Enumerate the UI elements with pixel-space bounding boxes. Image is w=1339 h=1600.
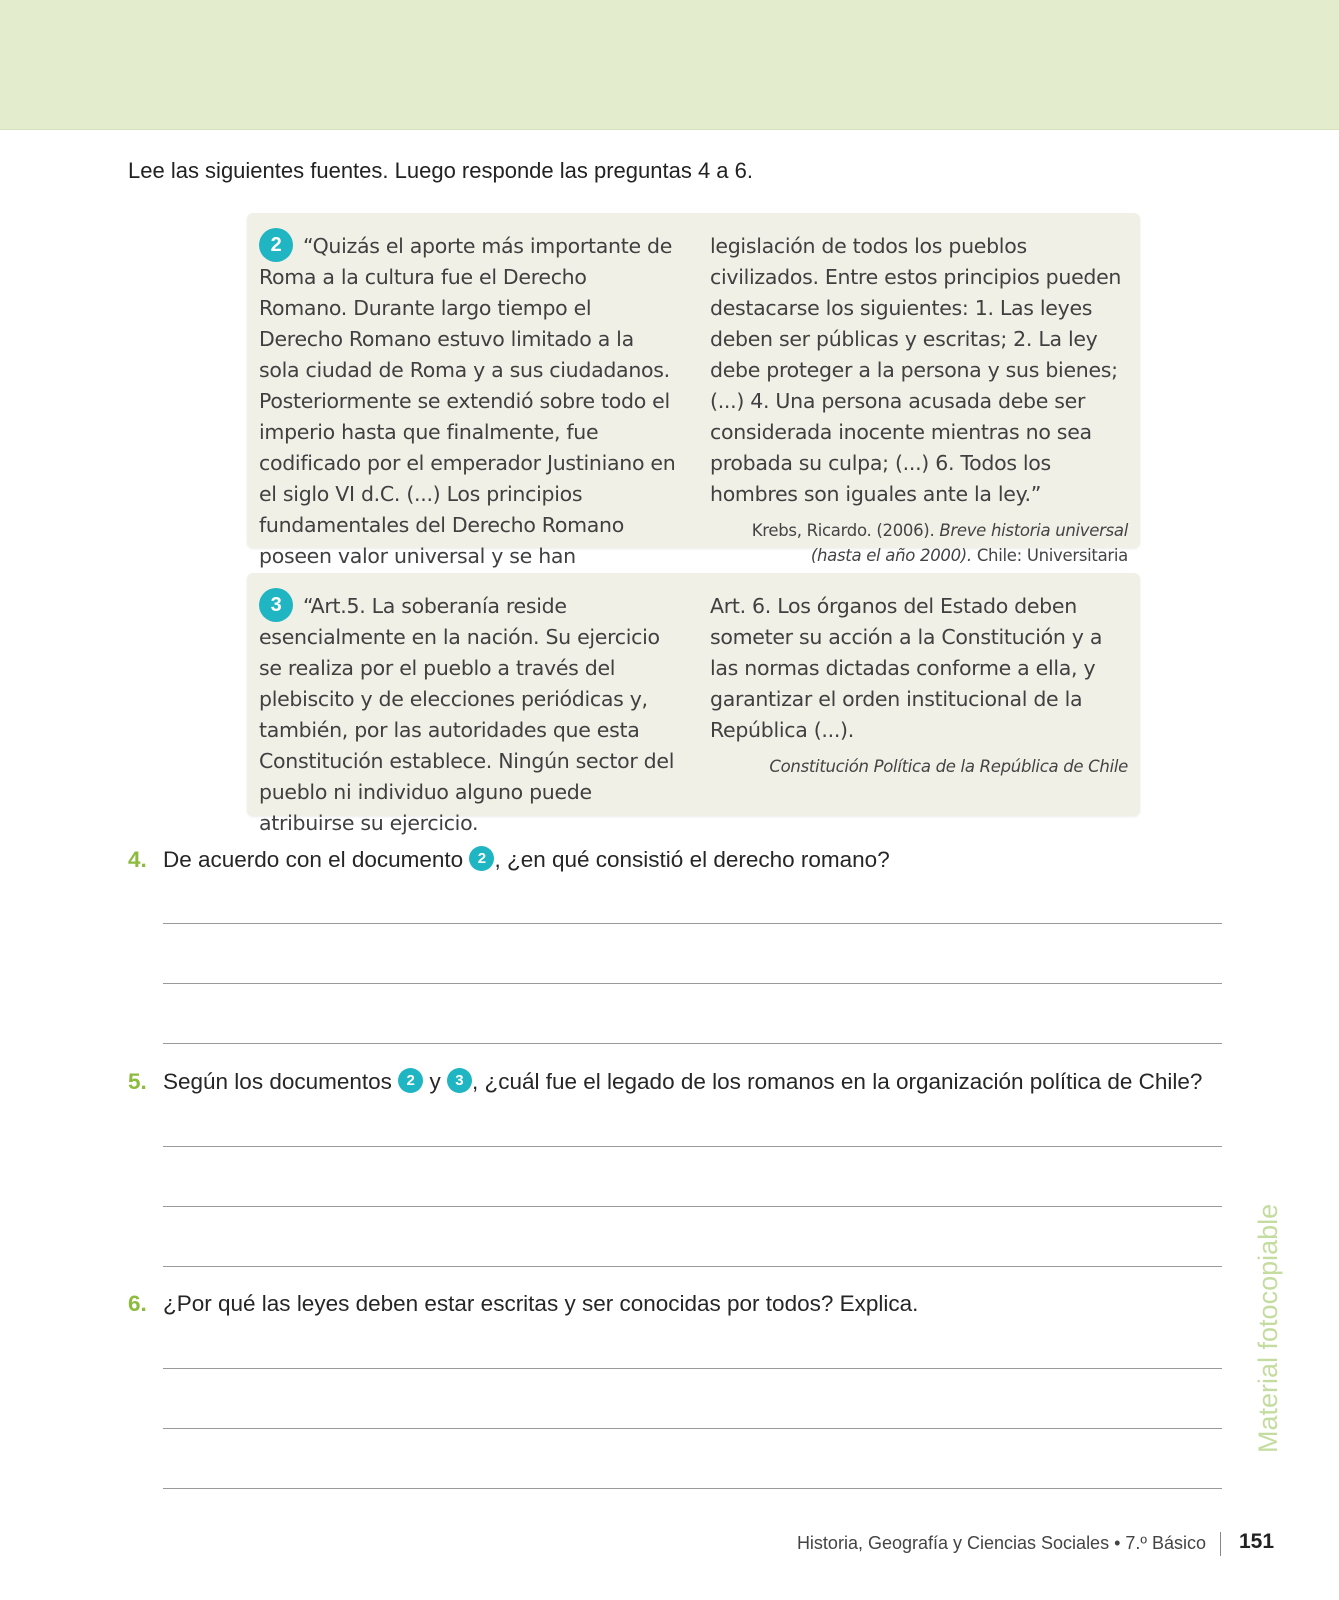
answer-line[interactable] bbox=[163, 1368, 1222, 1369]
question-number: 5. bbox=[128, 1069, 147, 1094]
citation-author: Krebs, Ricardo. (2006). bbox=[751, 521, 935, 540]
source-2-text-left: “Quizás el aporte más importante de Roma a la cultura fue el Derecho Romano. Durante largo tiempo el Derecho Romano estuvo limitado a la sola ciudad de Roma y a sus ciudadanos. Posteriormente se extendió sobre todo el imperio hasta que finalmente, fue codificado por el emperador Justiniano en el siglo VI d.C. (...) Los principios fundamentales del Derecho Romano poseen valor universal y se han bbox=[259, 234, 676, 568]
source-3-right-column bbox=[710, 591, 1128, 779]
document-reference-badge: 2 bbox=[469, 846, 494, 871]
question-text: ¿Por qué las leyes deben estar escritas y ser conocidas por todos? Explica. bbox=[163, 1291, 919, 1316]
answer-line[interactable] bbox=[163, 1428, 1222, 1429]
question-text-end: , ¿en qué consistió el derecho romano? bbox=[494, 847, 890, 872]
question-6 bbox=[128, 1291, 918, 1317]
question-text-end: , ¿cuál fue el legado de los romanos en la organización política de Chile? bbox=[471, 1069, 1203, 1094]
page-number: 151 bbox=[1239, 1530, 1275, 1553]
citation-publisher: Chile: Universitaria bbox=[976, 546, 1128, 565]
footer-book-title: Historia, Geografía y Ciencias Sociales • 7.º Básico bbox=[796, 1533, 1206, 1553]
answer-line[interactable] bbox=[163, 1488, 1222, 1489]
answer-line[interactable] bbox=[163, 1206, 1222, 1207]
source-2-text-right: legislación de todos los pueblos civilizados. Entre estos principios pueden destacarse los siguientes: 1. Las leyes deben ser públicas y escritas; 2. La ley debe proteger a la persona y sus bienes; (...) 4. Una persona acusada debe ser considerada inocente mientras no sea probada su culpa; (...) 6. Todos los hombres son iguales ante la ley.” bbox=[710, 234, 1122, 506]
footer-divider bbox=[1220, 1532, 1221, 1556]
question-number: 4. bbox=[128, 847, 147, 872]
source-2-right-column bbox=[710, 231, 1128, 568]
question-5 bbox=[128, 1069, 1202, 1095]
answer-line[interactable] bbox=[163, 1043, 1222, 1044]
source-number-badge: 2 bbox=[259, 228, 293, 262]
answer-line[interactable] bbox=[163, 923, 1222, 924]
photocopiable-label: Material fotocopiable bbox=[1253, 1203, 1283, 1453]
source-2-left-column bbox=[259, 231, 679, 603]
question-conjunction: y bbox=[429, 1069, 441, 1094]
source-3-citation bbox=[710, 754, 1128, 779]
answer-line[interactable] bbox=[163, 983, 1222, 984]
source-number-badge: 3 bbox=[259, 588, 293, 622]
question-number: 6. bbox=[128, 1291, 147, 1316]
answer-line[interactable] bbox=[163, 1266, 1222, 1267]
document-reference-badge: 2 bbox=[398, 1068, 423, 1093]
source-3-text-right: Art. 6. Los órganos del Estado deben someter su acción a la Constitución y a las normas dictadas conforme a ella, y garantizar el orden institucional de la República (...). bbox=[710, 594, 1103, 742]
source-3-text-left: “Art.5. La soberanía reside esencialmente en la nación. Su ejercicio se realiza por el pueblo a través del plebiscito y de elecciones periódicas y, también, por las autoridades que esta Constitución establece. Ningún sector del pueblo ni individuo alguno puede atribuirse su ejercicio. bbox=[259, 594, 675, 835]
source-document-3 bbox=[247, 573, 1140, 835]
page-footer bbox=[0, 1530, 1339, 1560]
source-2-citation bbox=[710, 518, 1128, 568]
source-3-left-column bbox=[259, 591, 679, 839]
citation-title: Constitución Política de la República de Chile bbox=[769, 757, 1128, 776]
answer-line[interactable] bbox=[163, 1146, 1222, 1147]
question-text: Según los documentos bbox=[163, 1069, 392, 1094]
question-4 bbox=[128, 847, 890, 873]
citation-title: Breve historia universal (hasta el año 2000). bbox=[810, 521, 1128, 565]
document-reference-badge: 3 bbox=[447, 1068, 472, 1093]
question-text: De acuerdo con el documento bbox=[163, 847, 464, 872]
instructions: Lee las siguientes fuentes. Luego responde las preguntas 4 a 6. bbox=[128, 158, 754, 183]
header-band bbox=[0, 0, 1339, 130]
source-document-2 bbox=[247, 213, 1140, 568]
